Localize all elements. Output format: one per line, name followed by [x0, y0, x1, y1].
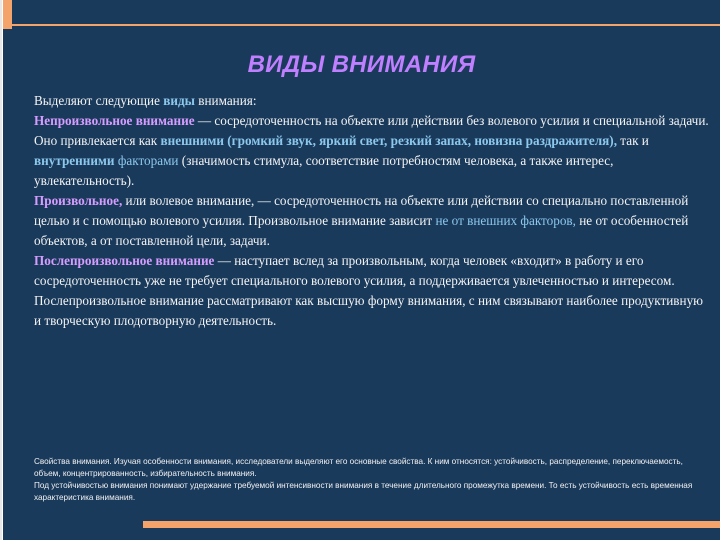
accent-top-rule	[12, 24, 720, 26]
intro-text-end: внимания:	[194, 93, 257, 108]
involuntary-factors: факторами	[117, 153, 179, 168]
intro-highlight-types: виды	[163, 93, 195, 108]
voluntary-paragraph	[34, 191, 710, 251]
intro-text: Выделяют следующие	[34, 93, 164, 108]
intro-paragraph	[34, 91, 710, 111]
slide-title: ВИДЫ ВНИМАНИЯ	[247, 51, 476, 78]
slide	[3, 0, 720, 540]
page-edge-line	[0, 0, 2, 540]
involuntary-external-factors: внешними (громкий звук, яркий свет, резкий запах, новизна раздражителя),	[160, 133, 617, 148]
post-voluntary-paragraph	[34, 251, 710, 331]
voluntary-term: Произвольное,	[34, 193, 123, 208]
accent-corner-bar	[3, 0, 12, 29]
involuntary-term: Непроизвольное внимание	[34, 113, 195, 128]
involuntary-internal-examples: (значимость стимула, соответствие потребностям человека, а также интерес, увлекательность).	[34, 153, 614, 188]
post-voluntary-definition: — наступает вслед за произвольным, когда человек «входит» в работу и его сосредоточенность уже не требует специального волевого усилия, а поддерживается увлеченностью и интересом. Послепроизвольное внимание рассматривают как высшую форму внимания, с ним связывают наиболее продуктивную и творческую плодотворную деятельность.	[34, 253, 704, 328]
footnote-properties: Свойства внимания. Изучая особенности внимания, исследователи выделяют его основные свойства. К ним относятся: устойчивость, распределение, переключаемость, объем, концентрированность, избирательность внимания.	[34, 457, 683, 478]
involuntary-definition: — сосредоточенность на объекте или действии без волевого усилия и специальной задачи. Оно привлекается как	[34, 113, 709, 148]
footnote-stability: Под устойчивостью внимания понимают удержание требуемой интенсивности внимания в течение длительного промежутка времени. То есть устойчивость есть временная характеристика внимания.	[34, 481, 693, 502]
voluntary-definition-end: не от особенностей объектов, а от поставленной цели, задачи.	[34, 213, 689, 248]
involuntary-paragraph	[34, 111, 710, 191]
footnote	[34, 456, 710, 504]
slide-body	[34, 91, 710, 331]
involuntary-connector: так и	[617, 133, 649, 148]
voluntary-definition: или волевое внимание, — сосредоточенность на объекте или действии со специально поставленной целью и с помощью волевого усилия. Произвольное внимание зависит	[34, 193, 689, 228]
voluntary-external-highlight: не от внешних факторов,	[435, 213, 576, 228]
involuntary-internal: внутренними	[34, 153, 115, 168]
accent-bottom-bar	[143, 521, 720, 528]
post-voluntary-term: Послепроизвольное внимание	[34, 253, 215, 268]
